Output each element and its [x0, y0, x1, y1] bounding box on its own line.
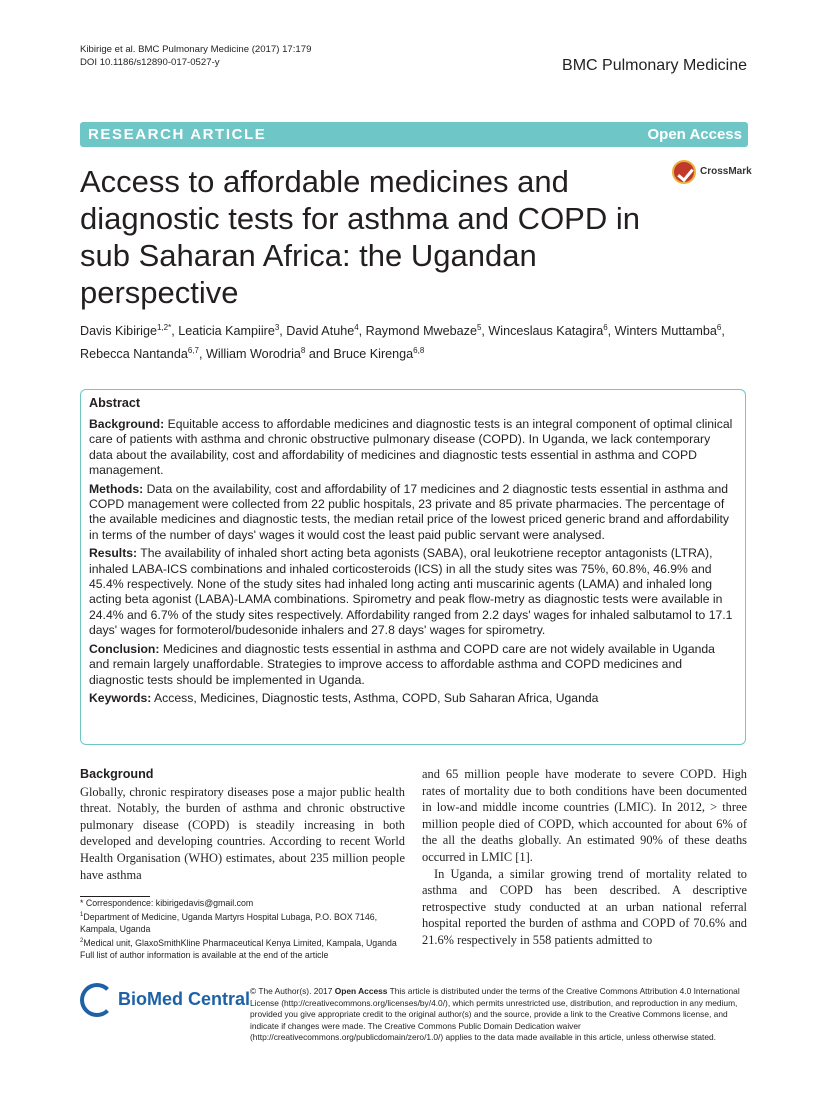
article-type-banner [80, 122, 748, 147]
affiliation-number: 1 [80, 912, 84, 918]
author-separator: , [279, 324, 287, 339]
body-column-left [80, 766, 405, 883]
author-affiliation: 3 [274, 323, 280, 332]
crossmark-icon [672, 160, 696, 184]
bmc-logo-text: BioMed Central [118, 989, 251, 1009]
author-affiliation: 6 [603, 323, 608, 332]
body-paragraph: In Uganda, a similar growing trend of mortality related to asthma and COPD has been described. A descriptive retrospective study conducted at an urban national referral hospital reported the burden of asthma and COPD of 70.6% and 21.6% respectively in 558 patients admitted to [422, 866, 747, 947]
author-separator: , [171, 324, 179, 339]
license-text [250, 986, 748, 1044]
body-paragraph: and 65 million people have moderate to severe COPD. High rates of mortality due to both conditions have been documented in low-and middle income countries (LMIC). In 2012, > three million people died of COPD, which accounted for about 6% of the all the deaths globally. An estimated 90% of these deaths occurred in LMIC [1]. [422, 767, 747, 864]
body-column-right [422, 766, 747, 949]
background-heading: Background [80, 767, 154, 781]
author-name: Winters Muttamba [614, 324, 717, 339]
abstract-section-text: Data on the availability, cost and affordability of 17 medicines and 2 diagnostic tests essential in asthma and COPD management were collected from 22 public hospitals, 23 private and 85 private pharmacies. The percentage of the available medicines and diagnostic tests, the median retail price of the lowest priced generic brand and affordability in terms of the number of days' wages it would cost the least paid public servant were analysed. [89, 481, 729, 542]
author-separator: and [305, 347, 334, 362]
author-affiliation: 6,7 [187, 346, 199, 356]
bmc-ring-icon [80, 983, 114, 1017]
author-name: David Atuhe [286, 324, 355, 339]
article-type-label: RESEARCH ARTICLE [88, 126, 267, 143]
footnotes [80, 897, 410, 961]
crossmark-label: CrossMark [700, 166, 752, 177]
abstract-background [89, 417, 734, 479]
abstract-keywords [89, 691, 734, 706]
author-separator: , [607, 324, 615, 339]
author-separator: , [198, 347, 206, 362]
abstract-section-label: Background: [89, 417, 165, 431]
author-name: Bruce Kirenga [333, 347, 414, 362]
crossmark-badge[interactable] [672, 160, 752, 188]
author-name: Leaticia Kampiire [178, 324, 275, 339]
abstract-section-label: Results: [89, 546, 138, 561]
full-list-note: Full list of author information is available at the end of the article [80, 949, 329, 960]
author-affiliation: 1,2* [157, 323, 172, 332]
affiliation-text: Medical unit, GlaxoSmithKline Pharmaceutical Kenya Limited, Kampala, Uganda [83, 937, 397, 948]
keywords-label: Keywords: [89, 690, 152, 705]
author-name: Rebecca Nantanda [80, 347, 188, 362]
author-name: William Worodria [205, 347, 301, 362]
author-name: Davis Kibirige [80, 324, 157, 339]
journal-name: BMC Pulmonary Medicine [562, 57, 747, 74]
author-list [80, 318, 750, 364]
author-name: Raymond Mwebaze [365, 324, 477, 339]
author-affiliation: 5 [476, 323, 482, 332]
abstract-section-label: Conclusion: [89, 641, 160, 656]
author-name: Winceslaus Katagira [488, 324, 604, 339]
affiliation-text: Department of Medicine, Uganda Martyrs Hospital Lubaga, P.O. BOX 7146, Kampala, Uganda [80, 911, 378, 934]
doi-line: DOI 10.1186/s12890-017-0527-y [80, 57, 220, 68]
author-separator: , [721, 324, 725, 339]
biomed-central-logo [80, 983, 251, 1023]
body-paragraph: Globally, chronic respiratory diseases pose a major public health threat. Notably, the burden of asthma and chronic obstructive pulmonary disease (COPD) is steadily increasing in both developed and developing countries. According to recent World Health Organisation (WHO) estimates, about 235 million people have asthma [80, 784, 405, 882]
abstract-section-text: Medicines and diagnostic tests essential in asthma and COPD care are not widely available in Uganda and remain largely unaffordable. Strategies to improve access to affordable asthma and COPD medicines and diagnostic tests should be implemented in Uganda. [89, 641, 715, 687]
abstract-conclusion [89, 642, 734, 688]
author-affiliation: 6,8 [413, 346, 425, 356]
abstract-methods [89, 482, 734, 544]
license-prefix: © The Author(s). 2017 [250, 986, 333, 996]
author-separator: , [358, 324, 366, 339]
affiliation-number: 2 [80, 937, 84, 944]
open-access-label: Open Access [647, 126, 742, 143]
abstract-section-text: The availability of inhaled short acting beta agonists (SABA), oral leukotriene receptor antagonists (LTRA), inhaled LABA-ICS combinations and inhaled corticosteroids (ICS) in all the study sites was 75%, 60.8%, 46.9% and 45.4% respectively. None of the study sites had inhaled long acting anti muscarinic agents (LAMA) and inhaled long acting beta agonist (LABA)-LAMA combinations. Spirometry and peak flow-metry as diagnostic tests were available in 24.4% and 6.7% of the study sites respectively. Affordability ranged from 2.2 days' wages for inhaled salbutamol to 17.1 days' wages for formoterol/budesonide inhalers and 27.8 days' wages for spirometry. [89, 546, 733, 638]
author-separator: , [481, 324, 489, 339]
abstract-box [80, 389, 746, 745]
license-open-access: Open Access [334, 986, 388, 996]
abstract-section-text: Equitable access to affordable medicines and diagnostic tests is an integral component of optimal clinical care of patients with asthma and chronic obstructive pulmonary disease (COPD). In Uganda, we lack contemporary data about the availability, cost and affordability of medicines and diagnostic tests essential in asthma and COPD management. [89, 417, 733, 478]
abstract-results [89, 546, 734, 638]
keywords-text: Access, Medicines, Diagnostic tests, Asthma, COPD, Sub Saharan Africa, Uganda [154, 690, 599, 705]
author-affiliation: 8 [300, 346, 306, 356]
citation-line: Kibirige et al. BMC Pulmonary Medicine (2017) 17:179 [80, 44, 312, 55]
affiliation-note [80, 935, 410, 949]
author-affiliation: 6 [716, 323, 722, 332]
abstract-heading: Abstract [89, 396, 141, 410]
abstract-section-label: Methods: [89, 481, 144, 496]
correspondence-note: * Correspondence: kibirigedavis@gmail.com [80, 898, 254, 908]
article-title: Access to affordable medicines and diagnostic tests for asthma and COPD in sub Saharan Africa: the Ugandan perspective [80, 164, 640, 310]
citation-header [80, 43, 311, 69]
affiliation-note [80, 909, 410, 935]
license-body: This article is distributed under the terms of the Creative Commons Attribution 4.0 International License (http://creativecommons.org/licenses/by/4.0/), which permits unrestricted use, distribution, and reproduction in any medium, provided you give appropriate credit to the original author(s) and the source, provide a link to the Creative Commons license, and indicate if changes were made. The Creative Commons Public Domain Dedication waiver (http://creativecommons.org/publicdomain/zero/1.0/) applies to the data made available in this article, unless otherwise stated. [250, 986, 740, 1042]
author-affiliation: 4 [354, 323, 359, 332]
